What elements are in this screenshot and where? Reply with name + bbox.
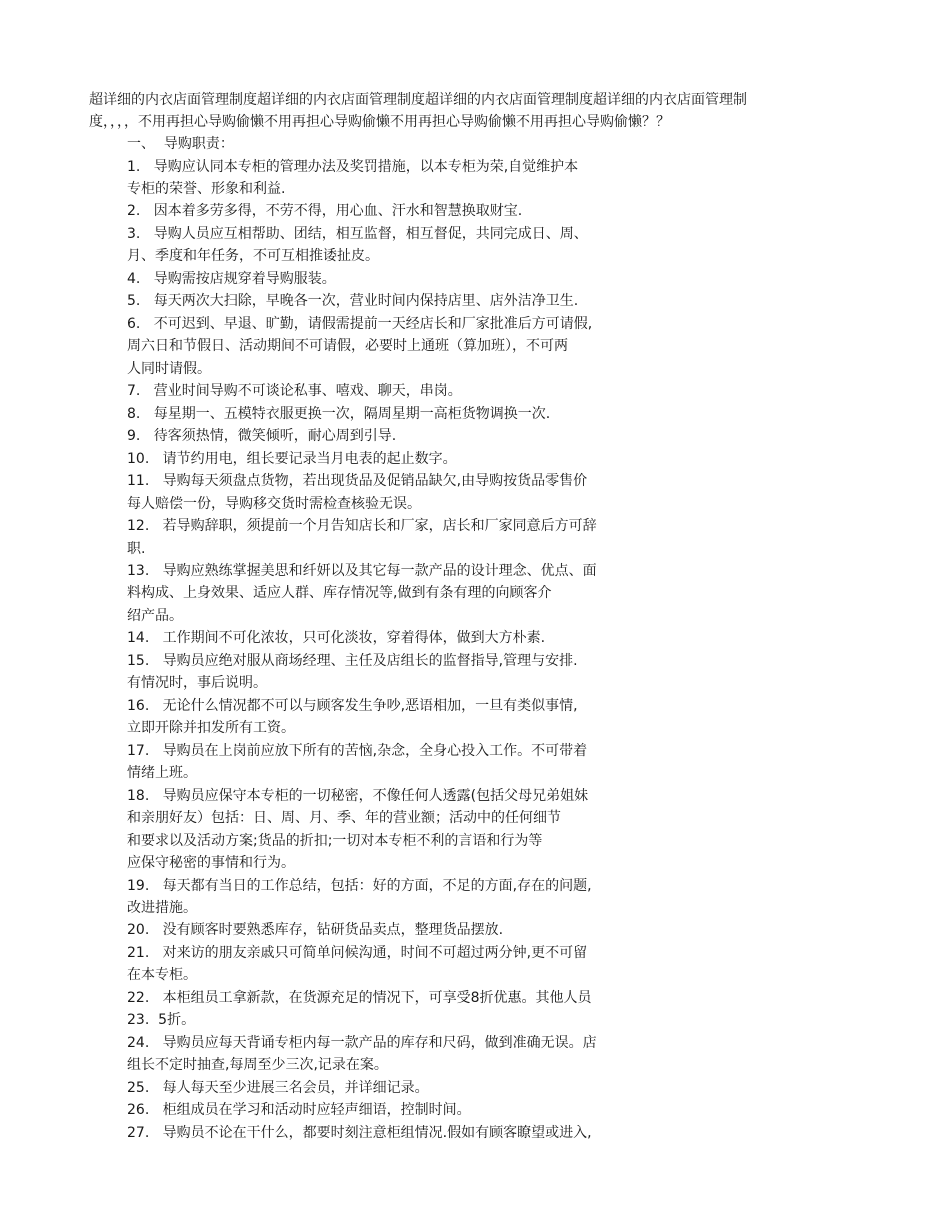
body-line: 专柜的荣誉、形象和利益. [127, 180, 286, 197]
body-line: 人同时请假。 [127, 360, 211, 377]
body-line: 9. 待客须热情，微笑倾听，耐心周到引导. [127, 428, 397, 445]
body-line: 7. 营业时间导购不可谈论私事、嘻戏、聊天，串岗。 [127, 383, 462, 400]
body-line: 立即开除并扣发所有工资。 [127, 720, 295, 737]
body-line: 15. 导购员应绝对服从商场经理、主任及店组长的监督指导,管理与安排. [127, 652, 578, 669]
body-line: 和要求以及活动方案;货品的折扣;一切对本专柜不利的言语和行为等 [127, 832, 543, 849]
body-line: 10. 请节约用电，组长要记录当月电表的起止数字。 [127, 450, 457, 467]
body-line: 26. 柜组成员在学习和活动时应轻声细语，控制时间。 [127, 1102, 471, 1119]
body-line: 月、季度和年任务，不可互相推诿扯皮。 [127, 248, 379, 265]
body-line: 20. 没有顾客时要熟悉库存，钻研货品卖点，整理货品摆放. [127, 922, 504, 939]
body-line: 21. 对来访的朋友亲戚只可简单问候沟通，时间不可超过两分钟,更不可留 [127, 944, 588, 961]
body-line: 3. 导购人员应互相帮助、团结，相互监督，相互督促，共同完成日、周、 [127, 225, 588, 242]
body-line: 每人赔偿一份，导购移交货时需检查核验无误。 [127, 495, 421, 512]
body-line: 5. 每天两次大扫除，早晚各一次，营业时间内保持店里、店外洁净卫生. [127, 293, 579, 310]
body-line: 应保守秘密的事情和行为。 [127, 855, 295, 871]
body-line: 22. 本柜组员工拿新款，在货源充足的情况下，可享受8折优惠。其他人员 [127, 989, 592, 1006]
body-line: 一、 导购职责： [127, 136, 234, 152]
body-line: 改进措施。 [127, 900, 197, 916]
body-line: 19. 每天都有当日的工作总结，包括：好的方面，不足的方面,存在的问题, [127, 877, 592, 894]
body-line: 12. 若导购辞职，须提前一个月告知店长和厂家，店长和厂家同意后方可辞 [127, 518, 597, 534]
body-line: 1. 导购应认同本专柜的管理办法及奖罚措施，以本专柜为荣,自觉维护本 [127, 158, 579, 175]
body-line: 6. 不可迟到、早退、旷勤，请假需提前一天经店长和厂家批准后方可请假, [127, 315, 593, 332]
body-line: 8. 每星期一、五模特衣服更换一次，隔周星期一高柜货物调换一次. [127, 405, 551, 422]
body-line: 在本专柜。 [127, 967, 197, 984]
body-line: 27. 导购员不论在干什么，都要时刻注意柜组情况.假如有顾客瞭望或进入, [127, 1124, 592, 1141]
body-line: 有情况时，事后说明。 [127, 675, 267, 692]
body-line: 11. 导购每天须盘点货物，若出现货品及促销品缺欠,由导购按货品零售价 [127, 473, 588, 489]
body-line: 14. 工作期间不可化浓妆，只可化淡妆，穿着得体，做到大方朴素. [127, 630, 546, 647]
body-line: 周六日和节假日、活动期间不可请假，必要时上通班（算加班），不可两 [127, 338, 568, 355]
document-title-line-2: 度，，，，不用再担心导购偷懒不用再担心导购偷懒不用再担心导购偷懒不用再担心导购偷懒？？ [89, 114, 670, 130]
body-line: 绍产品。 [127, 607, 183, 624]
body-line: 25. 每人每天至少进展三名会员，并详细记录。 [127, 1079, 429, 1096]
body-line: 16. 无论什么情况都不可以与顾客发生争吵,恶语相加，一旦有类似事情, [127, 697, 578, 714]
body-line: 和亲朋好友）包括：日、周、月、季、年的营业额；活动中的任何细节 [127, 810, 561, 827]
body-line: 4. 导购需按店规穿着导购服装。 [127, 270, 336, 287]
body-line: 职. [127, 540, 146, 557]
body-line: 料构成、上身效果、适应人群、库存情况等,做到有条有理的向顾客介 [127, 585, 552, 602]
body-line: 组长不定时抽查,每周至少三次,记录在案。 [127, 1057, 388, 1074]
body-line: 2. 因本着多劳多得，不劳不得，用心血、汗水和智慧换取财宝. [127, 203, 523, 220]
body-line: 24. 导购员应每天背诵专柜内每一款产品的库存和尺码，做到准确无误。店 [127, 1034, 597, 1051]
document-title-line-1: 超详细的内衣店面管理制度超详细的内衣店面管理制度超详细的内衣店面管理制度超详细的内衣店面管理制 [89, 92, 747, 108]
body-line: 情绪上班。 [127, 765, 197, 782]
body-line: 13. 导购应熟练掌握美思和纤妍以及其它每一款产品的设计理念、优点、面 [127, 562, 597, 579]
body-line: 23. 5折。 [127, 1012, 196, 1029]
body-line: 17. 导购员在上岗前应放下所有的苦恼,杂念，全身心投入工作。不可带着 [127, 742, 588, 759]
body-line: 18. 导购员应保守本专柜的一切秘密，不像任何人透露(包括父母兄弟姐妹 [127, 787, 589, 804]
